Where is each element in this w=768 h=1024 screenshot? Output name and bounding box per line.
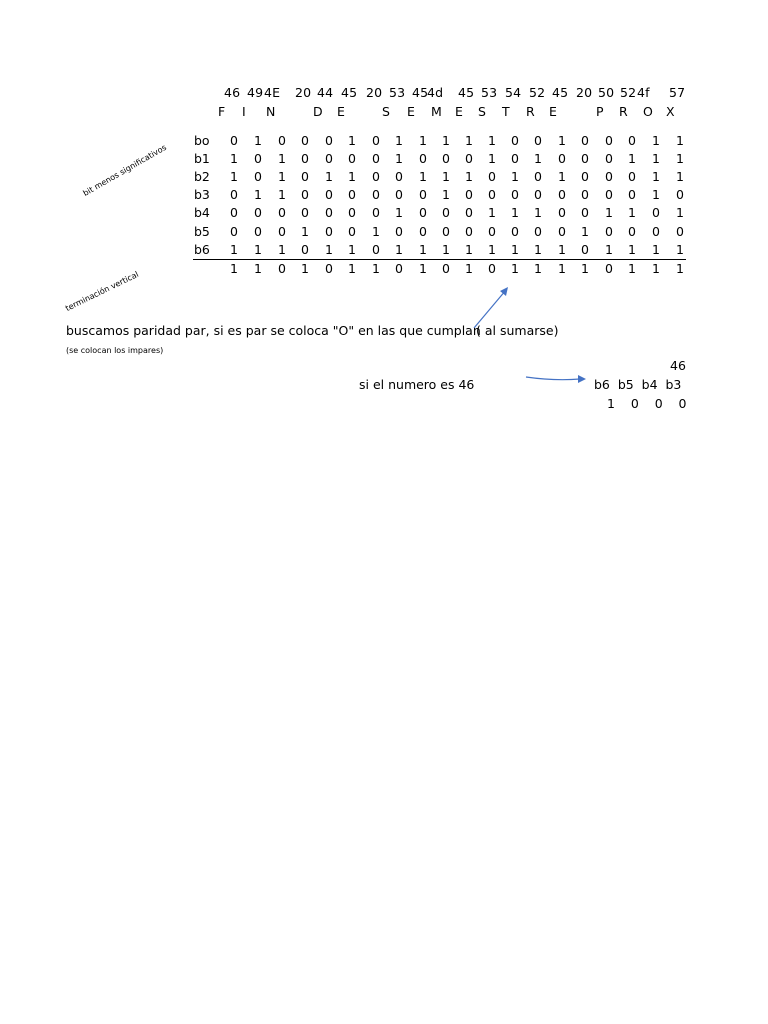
- bit-cell: 0: [301, 187, 309, 202]
- bit-cell: 1: [442, 169, 450, 184]
- bit-cell: 1: [278, 169, 286, 184]
- hex-value: 54: [505, 85, 522, 100]
- bit-cell: 1: [652, 187, 660, 202]
- bit-cell: 1: [488, 205, 496, 220]
- bit-row-label: b4: [194, 205, 210, 220]
- parity-cell: 1: [301, 261, 309, 276]
- bit-row-label: b1: [194, 151, 210, 166]
- bit-cell: 0: [488, 187, 496, 202]
- letter-char: E: [407, 104, 415, 119]
- letter-char: R: [619, 104, 628, 119]
- bit-cell: 0: [278, 224, 286, 239]
- bit-cell: 0: [254, 224, 262, 239]
- bit-cell: 1: [442, 133, 450, 148]
- bit-cell: 0: [558, 205, 566, 220]
- bit-cell: 1: [488, 151, 496, 166]
- letter-char: X: [666, 104, 675, 119]
- bit-cell: 0: [581, 205, 589, 220]
- bit-cell: 1: [348, 242, 356, 257]
- parity-cell: 0: [442, 261, 450, 276]
- bit-cell: 0: [511, 151, 519, 166]
- bit-row-label: b3: [194, 187, 210, 202]
- hex-value: 4E: [264, 85, 281, 100]
- bit-cell: 0: [395, 169, 403, 184]
- hex-value: 57: [669, 85, 686, 100]
- hex-value: 20: [576, 85, 593, 100]
- bit-cell: 1: [395, 133, 403, 148]
- letter-char: S: [382, 104, 390, 119]
- bit-cell: 1: [465, 169, 473, 184]
- bit-cell: 1: [652, 133, 660, 148]
- bit-cell: 0: [348, 205, 356, 220]
- bit-cell: 0: [230, 224, 238, 239]
- hex-value: 50: [598, 85, 615, 100]
- bit-cell: 1: [395, 205, 403, 220]
- bit-menos-label: bit menos significativos: [81, 142, 168, 198]
- bit-cell: 1: [325, 169, 333, 184]
- letter-char: E: [455, 104, 463, 119]
- hex-value: 45: [458, 85, 475, 100]
- bit-cell: 0: [534, 169, 542, 184]
- parity-cell: 0: [488, 261, 496, 276]
- bit-cell: 0: [254, 151, 262, 166]
- bit-cell: 1: [419, 133, 427, 148]
- bit-cell: 1: [278, 242, 286, 257]
- bit-cell: 1: [372, 224, 380, 239]
- bit-cell: 0: [581, 151, 589, 166]
- bit-cell: 1: [558, 242, 566, 257]
- bit-cell: 0: [558, 187, 566, 202]
- parity-cell: 1: [465, 261, 473, 276]
- hex-value: 52: [620, 85, 637, 100]
- bit-cell: 0: [278, 133, 286, 148]
- terminacion-vertical-label: terminación vertical: [64, 269, 141, 313]
- bit-cell: 0: [230, 187, 238, 202]
- bit-cell: 0: [628, 224, 636, 239]
- bit-cell: 0: [372, 133, 380, 148]
- bit-cell: 1: [676, 169, 684, 184]
- b-values: 1 0 0 0: [607, 396, 687, 411]
- parity-cell: 1: [581, 261, 589, 276]
- bit-cell: 0: [254, 169, 262, 184]
- bit-cell: 1: [419, 242, 427, 257]
- bit-cell: 0: [230, 205, 238, 220]
- bit-cell: 0: [372, 169, 380, 184]
- letter-char: P: [596, 104, 604, 119]
- bit-cell: 0: [301, 242, 309, 257]
- bit-cell: 1: [628, 242, 636, 257]
- letter-char: O: [643, 104, 653, 119]
- bit-cell: 0: [605, 224, 613, 239]
- bit-row-label: b2: [194, 169, 210, 184]
- bit-cell: 1: [605, 242, 613, 257]
- bit-cell: 0: [511, 133, 519, 148]
- bit-cell: 0: [230, 133, 238, 148]
- bit-cell: 0: [348, 224, 356, 239]
- bit-cell: 0: [605, 187, 613, 202]
- bit-cell: 0: [442, 224, 450, 239]
- bit-cell: 0: [676, 187, 684, 202]
- bit-cell: 0: [511, 187, 519, 202]
- letter-char: M: [431, 104, 442, 119]
- b-header: b6 b5 b4 b3: [594, 377, 682, 392]
- bit-cell: 1: [465, 242, 473, 257]
- bit-cell: 0: [372, 242, 380, 257]
- bit-cell: 1: [395, 151, 403, 166]
- bit-cell: 1: [254, 187, 262, 202]
- hex-value: 49: [247, 85, 264, 100]
- letter-char: N: [266, 104, 276, 119]
- bit-cell: 1: [230, 242, 238, 257]
- parity-cell: 1: [676, 261, 684, 276]
- letter-char: E: [549, 104, 557, 119]
- bit-cell: 0: [325, 187, 333, 202]
- bit-cell: 0: [465, 187, 473, 202]
- bit-cell: 0: [325, 205, 333, 220]
- bit-cell: 1: [676, 242, 684, 257]
- bit-cell: 1: [488, 133, 496, 148]
- bit-cell: 0: [628, 133, 636, 148]
- parity-cell: 1: [372, 261, 380, 276]
- bit-cell: 0: [558, 151, 566, 166]
- sum-rule-line: [193, 259, 686, 260]
- hex-value: 53: [389, 85, 406, 100]
- bit-cell: 1: [534, 151, 542, 166]
- bit-cell: 1: [442, 187, 450, 202]
- bit-cell: 0: [652, 205, 660, 220]
- parity-cell: 0: [325, 261, 333, 276]
- letter-char: R: [526, 104, 535, 119]
- num-46: 46: [670, 358, 686, 373]
- bit-cell: 1: [254, 242, 262, 257]
- hex-value: 4d: [427, 85, 444, 100]
- bit-row-label: bo: [194, 133, 210, 148]
- bit-cell: 1: [301, 224, 309, 239]
- bit-cell: 0: [558, 224, 566, 239]
- bit-cell: 0: [581, 187, 589, 202]
- bit-cell: 1: [442, 242, 450, 257]
- letter-char: I: [242, 104, 246, 119]
- parity-cell: 0: [605, 261, 613, 276]
- hex-value: 45: [412, 85, 429, 100]
- bit-cell: 0: [442, 151, 450, 166]
- bit-cell: 1: [395, 242, 403, 257]
- bit-cell: 0: [465, 205, 473, 220]
- bit-cell: 0: [581, 242, 589, 257]
- bit-cell: 0: [605, 133, 613, 148]
- parity-cell: 1: [511, 261, 519, 276]
- bit-cell: 0: [581, 169, 589, 184]
- bit-cell: 0: [372, 187, 380, 202]
- hex-value: 20: [366, 85, 383, 100]
- bit-cell: 1: [325, 242, 333, 257]
- bit-cell: 1: [676, 205, 684, 220]
- bit-row-label: b5: [194, 224, 210, 239]
- bit-cell: 0: [605, 169, 613, 184]
- bit-cell: 1: [254, 133, 262, 148]
- bit-cell: 1: [581, 224, 589, 239]
- bit-cell: 0: [325, 151, 333, 166]
- bit-cell: 1: [676, 133, 684, 148]
- bit-cell: 1: [348, 133, 356, 148]
- bit-cell: 0: [419, 205, 427, 220]
- bit-cell: 0: [301, 205, 309, 220]
- bit-cell: 0: [652, 224, 660, 239]
- bit-cell: 0: [419, 187, 427, 202]
- hex-value: 53: [481, 85, 498, 100]
- bit-cell: 0: [372, 151, 380, 166]
- bit-cell: 0: [419, 151, 427, 166]
- bit-cell: 0: [465, 151, 473, 166]
- parity-cell: 1: [348, 261, 356, 276]
- parity-cell: 1: [254, 261, 262, 276]
- bit-cell: 1: [558, 169, 566, 184]
- bit-cell: 0: [676, 224, 684, 239]
- letter-char: E: [337, 104, 345, 119]
- bit-cell: 1: [652, 242, 660, 257]
- bit-cell: 1: [534, 242, 542, 257]
- bit-cell: 1: [628, 205, 636, 220]
- parity-cell: 1: [534, 261, 542, 276]
- bit-cell: 1: [278, 151, 286, 166]
- letter-char: S: [478, 104, 486, 119]
- parity-cell: 1: [558, 261, 566, 276]
- bit-cell: 0: [534, 133, 542, 148]
- bit-cell: 0: [628, 169, 636, 184]
- parity-cell: 1: [628, 261, 636, 276]
- bit-cell: 0: [301, 169, 309, 184]
- bit-cell: 0: [534, 187, 542, 202]
- bit-cell: 1: [511, 242, 519, 257]
- hex-value: 46: [224, 85, 241, 100]
- bit-cell: 1: [419, 169, 427, 184]
- bit-cell: 0: [395, 187, 403, 202]
- parity-cell: 1: [419, 261, 427, 276]
- bit-cell: 0: [325, 224, 333, 239]
- bit-cell: 0: [254, 205, 262, 220]
- se-colocan-text: (se colocan los impares): [66, 346, 164, 355]
- al-sumarse-text: ( al sumarse): [476, 323, 559, 338]
- bit-cell: 0: [465, 224, 473, 239]
- bit-cell: 1: [652, 151, 660, 166]
- bit-cell: 0: [419, 224, 427, 239]
- hex-value: 20: [295, 85, 312, 100]
- bit-cell: 1: [676, 151, 684, 166]
- hex-value: 4f: [637, 85, 650, 100]
- parity-cell: 1: [652, 261, 660, 276]
- bit-cell: 1: [488, 242, 496, 257]
- bit-cell: 1: [558, 133, 566, 148]
- bit-cell: 0: [372, 205, 380, 220]
- bit-cell: 0: [301, 151, 309, 166]
- bit-cell: 0: [605, 151, 613, 166]
- arrow-right: [524, 372, 588, 386]
- hex-value: 44: [317, 85, 334, 100]
- bit-cell: 1: [628, 151, 636, 166]
- bit-cell: 0: [534, 224, 542, 239]
- letter-char: T: [502, 104, 510, 119]
- parity-cell: 1: [230, 261, 238, 276]
- bit-cell: 1: [652, 169, 660, 184]
- bit-cell: 0: [511, 224, 519, 239]
- bit-cell: 1: [230, 169, 238, 184]
- parity-cell: 0: [395, 261, 403, 276]
- bit-cell: 0: [395, 224, 403, 239]
- bit-cell: 0: [488, 169, 496, 184]
- hex-value: 45: [341, 85, 358, 100]
- bit-cell: 0: [581, 133, 589, 148]
- bit-cell: 0: [348, 151, 356, 166]
- buscamos-text: buscamos paridad par, si es par se coloca "O" en las que cumplan: [66, 323, 481, 338]
- letter-char: F: [218, 104, 226, 119]
- hex-value: 45: [552, 85, 569, 100]
- bit-cell: 0: [488, 224, 496, 239]
- bit-cell: 1: [278, 187, 286, 202]
- letter-char: D: [313, 104, 323, 119]
- bit-row-label: b6: [194, 242, 210, 257]
- bit-cell: 0: [278, 205, 286, 220]
- bit-cell: 1: [230, 151, 238, 166]
- bit-cell: 0: [348, 187, 356, 202]
- parity-cell: 0: [278, 261, 286, 276]
- hex-value: 52: [529, 85, 546, 100]
- bit-cell: 0: [628, 187, 636, 202]
- bit-cell: 1: [511, 169, 519, 184]
- bit-cell: 0: [301, 133, 309, 148]
- si-el-numero-text: si el numero es 46: [359, 377, 475, 392]
- bit-cell: 1: [605, 205, 613, 220]
- bit-cell: 1: [348, 169, 356, 184]
- bit-cell: 1: [534, 205, 542, 220]
- bit-cell: 0: [442, 205, 450, 220]
- bit-cell: 1: [511, 205, 519, 220]
- bit-cell: 0: [325, 133, 333, 148]
- bit-cell: 1: [465, 133, 473, 148]
